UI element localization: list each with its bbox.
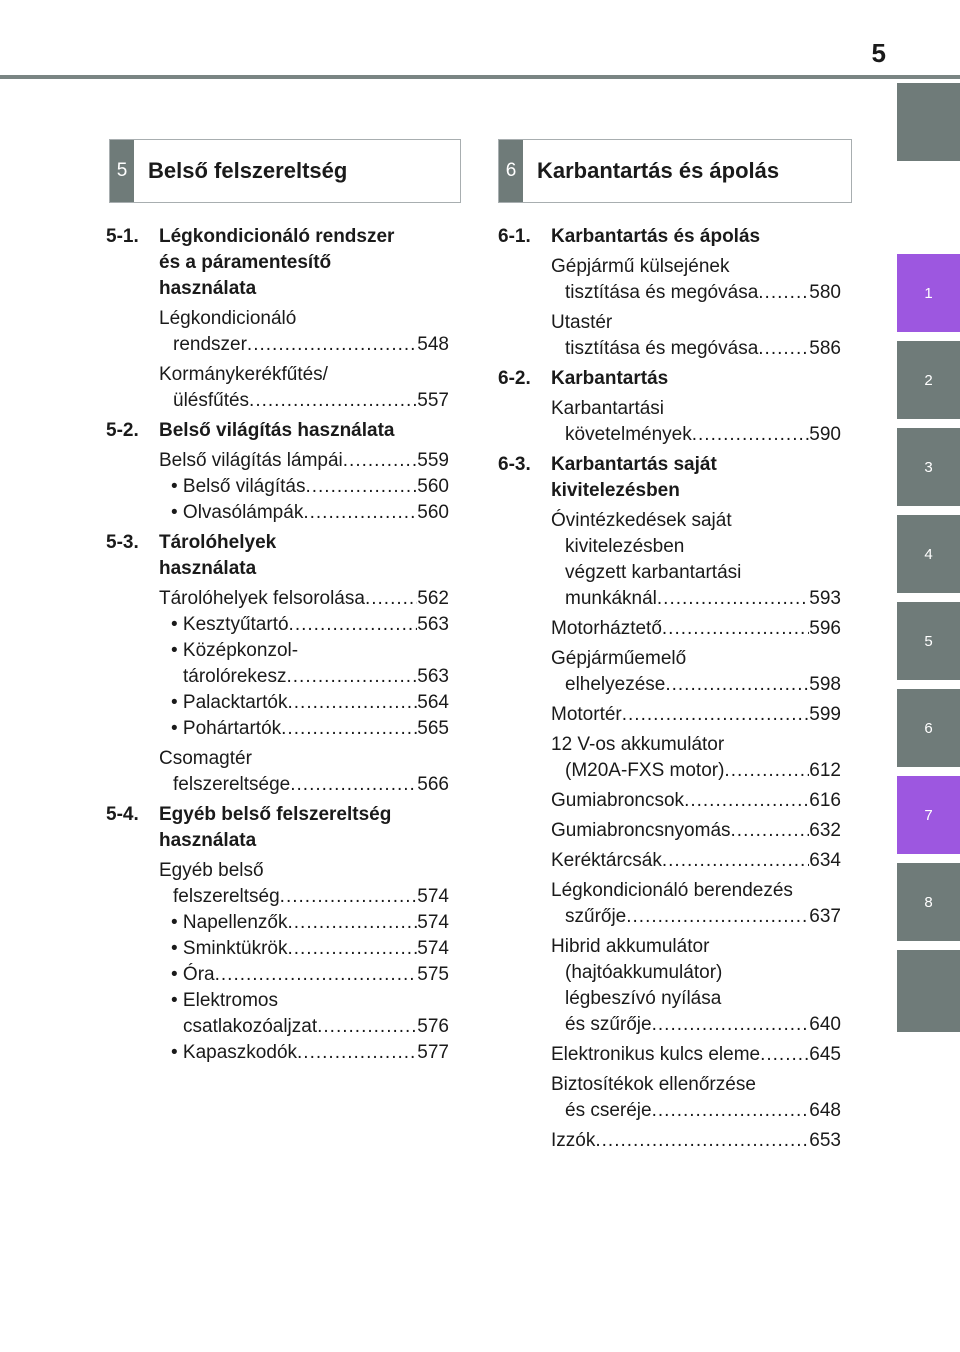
page-ref: 564 <box>417 692 449 713</box>
subsection-number: 5-4. <box>106 804 139 825</box>
chapter-tab-5[interactable] <box>897 602 960 680</box>
entry-text: Utastér <box>551 312 613 333</box>
section-title: Karbantartás és ápolás <box>537 158 780 183</box>
subsection-number: 6-3. <box>498 454 531 475</box>
subsection-title: használata <box>159 278 257 299</box>
entry-text: felszereltsége <box>173 774 291 795</box>
page-ref: 565 <box>417 718 449 739</box>
page-number: 5 <box>871 38 886 68</box>
dot-leader <box>289 612 418 638</box>
entry-text: Egyéb belső <box>159 860 264 881</box>
section-number: 5 <box>110 140 134 202</box>
toc-entry[interactable] <box>551 396 841 448</box>
toc-entry[interactable] <box>551 702 841 728</box>
chapter-tab-label: 3 <box>924 458 933 476</box>
entry-text: légbeszívó nyílása <box>565 988 722 1009</box>
toc-entry[interactable] <box>551 788 841 814</box>
section-title: Belső felszereltség <box>148 158 348 183</box>
dot-leader <box>247 332 417 358</box>
entry-text: ülésfűtés <box>173 390 250 411</box>
dot-leader <box>280 884 418 910</box>
entry-text: tisztítása és megóvása <box>565 282 759 303</box>
toc-entry[interactable] <box>551 310 841 362</box>
toc-entry[interactable] <box>551 934 841 1038</box>
top-rule <box>0 75 960 79</box>
chapter-tab-4[interactable] <box>897 515 960 593</box>
dot-leader <box>758 336 809 362</box>
toc-entry[interactable] <box>551 732 841 784</box>
entry-text: Gépjárműemelő <box>551 648 687 669</box>
subsection-title: Légkondicionáló rendszer <box>159 226 395 247</box>
toc-bullet-entry[interactable]: • Kapaszkodók ..... 577 <box>159 1040 449 1066</box>
subsection-title: és a páramentesítő <box>159 252 332 273</box>
toc-subsection-5-3[interactable] <box>106 530 449 582</box>
chapter-tab-blank-bottom[interactable] <box>897 950 960 1032</box>
toc-entry[interactable] <box>551 818 841 844</box>
dot-leader <box>365 586 417 612</box>
entry-text: Izzók <box>551 1130 596 1151</box>
chapter-tab-label: 8 <box>924 893 933 911</box>
page-ref: 574 <box>417 886 449 907</box>
entry-text: munkáknál <box>565 588 657 609</box>
page-ref: 559 <box>417 450 449 471</box>
chapter-tab-3[interactable] <box>897 428 960 506</box>
page-ref: 640 <box>809 1014 841 1035</box>
toc-subsection-5-4[interactable] <box>106 802 449 854</box>
dot-leader <box>760 1042 809 1068</box>
entry-text: Motortér <box>551 704 622 725</box>
dot-leader <box>287 936 417 962</box>
chapter-tab-1[interactable] <box>897 254 960 332</box>
page-ref: 557 <box>417 390 449 411</box>
toc-bullet-entry[interactable]: • Elektromos csatlakozóaljzat ..... 576 <box>159 988 449 1040</box>
chapter-tab-8[interactable] <box>897 863 960 941</box>
subsection-number: 5-1. <box>106 226 139 247</box>
dot-leader <box>652 1098 810 1124</box>
entry-text: Légkondicionáló berendezés <box>551 880 793 901</box>
page-ref: 562 <box>417 588 449 609</box>
toc-subsection-6-1[interactable] <box>498 224 841 250</box>
page-ref: 616 <box>809 790 841 811</box>
page-ref: 612 <box>809 760 841 781</box>
page-ref: 566 <box>417 774 449 795</box>
chapter-tab-label: 7 <box>924 806 933 824</box>
chapter-tab-label: 6 <box>924 719 933 737</box>
toc-bullet-entry[interactable]: • Pohártartók ..... 565 <box>159 716 449 742</box>
entry-text: és cseréje <box>565 1100 652 1121</box>
dot-leader <box>652 1012 810 1038</box>
chapter-tab-label: 1 <box>924 284 933 302</box>
toc-column-right <box>498 224 841 1158</box>
subsection-title: használata <box>159 558 257 579</box>
entry-text: Gumiabroncsnyomás <box>551 820 731 841</box>
toc-subsection-6-3[interactable] <box>498 452 841 504</box>
chapter-tab-2[interactable] <box>897 341 960 419</box>
toc-bullet-entry[interactable]: • Óra ..... 575 <box>159 962 449 988</box>
subsection-number: 6-2. <box>498 368 531 389</box>
toc-bullet-entry[interactable]: • Kesztyűtartó ..... 563 <box>159 612 449 638</box>
entry-text: Hibrid akkumulátor <box>551 936 710 957</box>
toc-entry[interactable] <box>159 362 449 414</box>
dot-leader <box>595 1128 809 1154</box>
entry-text: rendszer <box>173 334 247 355</box>
entry-text: Karbantartási <box>551 398 665 419</box>
chapter-tab-label: 5 <box>924 632 933 650</box>
toc-entry[interactable] <box>159 586 449 742</box>
toc-entry[interactable] <box>551 878 841 930</box>
page-ref: 645 <box>809 1044 841 1065</box>
toc-entry[interactable] <box>551 508 841 612</box>
entry-text: Óvintézkedések saját <box>551 510 732 531</box>
page-ref: 586 <box>809 338 841 359</box>
subsection-title: Tárolóhelyek <box>159 532 277 553</box>
page-ref: 576 <box>417 1016 449 1037</box>
toc-subsection-5-1[interactable] <box>106 224 449 302</box>
toc-entry[interactable] <box>551 1072 841 1124</box>
page-ref: 563 <box>417 666 449 687</box>
dot-leader <box>622 702 810 728</box>
toc-bullet-entry[interactable]: • Olvasólámpák ..... 560 <box>159 500 449 526</box>
page-ref: 637 <box>809 906 841 927</box>
dot-leader <box>297 1040 417 1066</box>
toc-entry[interactable] <box>551 646 841 698</box>
entry-text: kivitelezésben <box>565 536 685 557</box>
subsection-title: Karbantartás <box>551 368 669 389</box>
dot-leader <box>662 848 809 874</box>
chapter-tab-7[interactable] <box>897 776 960 854</box>
subsection-title: Karbantartás és ápolás <box>551 226 761 247</box>
section-header-5 <box>109 139 461 203</box>
entry-text: Gépjármű külsejének <box>551 256 730 277</box>
dot-leader <box>665 672 809 698</box>
dot-leader <box>317 1014 417 1040</box>
entry-text: szűrője <box>565 906 627 927</box>
toc-entry[interactable] <box>159 306 449 358</box>
entry-text: 12 V-os akkumulátor <box>551 734 725 755</box>
dot-leader <box>215 962 418 988</box>
entry-text: végzett karbantartási <box>565 562 742 583</box>
toc-subsection-5-2[interactable] <box>106 418 449 444</box>
dot-leader <box>290 772 417 798</box>
page-ref: 590 <box>809 424 841 445</box>
toc-bullet-entry[interactable]: • Napellenzők ..... 574 <box>159 910 449 936</box>
entry-text: elhelyezése <box>565 674 666 695</box>
entry-text: felszereltség <box>173 886 280 907</box>
dot-leader <box>249 388 417 414</box>
entry-text: Tárolóhelyek felsorolása <box>159 588 365 609</box>
dot-leader <box>657 586 809 612</box>
toc-entry[interactable] <box>551 1042 841 1068</box>
entry-text: Gumiabroncsok <box>551 790 685 811</box>
subsection-title: Egyéb belső felszereltség <box>159 804 392 825</box>
entry-text: (hajtóakkumulátor) <box>565 962 723 983</box>
entry-text: Légkondicionáló <box>159 308 297 329</box>
subsection-number: 5-2. <box>106 420 139 441</box>
page-ref: 577 <box>417 1042 449 1063</box>
section-header-6 <box>498 139 852 203</box>
toc-entry[interactable] <box>551 848 841 874</box>
entry-text: és szűrője <box>565 1014 652 1035</box>
toc-entry[interactable] <box>551 616 841 642</box>
entry-text: Belső világítás lámpái <box>159 450 343 471</box>
dot-leader <box>287 664 418 690</box>
page-ref: 575 <box>417 964 449 985</box>
toc-bullet-entry[interactable]: • Középkonzol- tárolórekesz ..... 563 <box>159 638 449 690</box>
toc-bullet-entry[interactable]: • Belső világítás ..... 560 <box>159 474 449 500</box>
page-ref: 632 <box>809 820 841 841</box>
toc-entry[interactable] <box>551 1128 841 1154</box>
dot-leader <box>692 422 810 448</box>
page-ref: 598 <box>809 674 841 695</box>
section-number: 6 <box>499 140 523 202</box>
dot-leader <box>662 616 809 642</box>
page-ref: 599 <box>809 704 841 725</box>
page-ref: 574 <box>417 938 449 959</box>
entry-text: követelmények <box>565 424 692 445</box>
page-ref: 548 <box>417 334 449 355</box>
toc-entry[interactable] <box>159 448 449 526</box>
entry-text: Motorháztető <box>551 618 662 639</box>
dot-leader <box>731 818 810 844</box>
subsection-number: 6-1. <box>498 226 531 247</box>
entry-text: Csomagtér <box>159 748 252 769</box>
entry-text: Biztosítékok ellenőrzése <box>551 1074 756 1095</box>
subsection-title: kivitelezésben <box>551 480 680 501</box>
entry-text: Keréktárcsák <box>551 850 662 871</box>
dot-leader <box>626 904 809 930</box>
toc-entry[interactable] <box>551 254 841 306</box>
page-ref: 593 <box>809 588 841 609</box>
dot-leader <box>724 758 809 784</box>
dot-leader <box>287 690 417 716</box>
page-ref: 648 <box>809 1100 841 1121</box>
subsection-title: Belső világítás használata <box>159 420 395 441</box>
page-ref: 653 <box>809 1130 841 1151</box>
page-ref: 560 <box>417 502 449 523</box>
toc-column-left <box>106 224 449 1070</box>
dot-leader <box>288 910 418 936</box>
page-ref: 560 <box>417 476 449 497</box>
dot-leader <box>684 788 809 814</box>
page-ref: 596 <box>809 618 841 639</box>
entry-text: Elektronikus kulcs eleme <box>551 1044 761 1065</box>
subsection-title: használata <box>159 830 257 851</box>
toc-subsection-6-2[interactable] <box>498 366 841 392</box>
chapter-tab-blank-top[interactable] <box>897 83 960 161</box>
chapter-tab-label: 2 <box>924 371 933 389</box>
page-ref: 563 <box>417 614 449 635</box>
dot-leader <box>305 474 417 500</box>
toc-bullet-entry[interactable]: • Palacktartók ..... 564 <box>159 690 449 716</box>
entry-text: tisztítása és megóvása <box>565 338 759 359</box>
dot-leader <box>758 280 809 306</box>
page-ref: 580 <box>809 282 841 303</box>
toc-bullet-entry[interactable]: • Sminktükrök ..... 574 <box>159 936 449 962</box>
subsection-number: 5-3. <box>106 532 139 553</box>
chapter-tab-label: 4 <box>924 545 933 563</box>
page-ref: 574 <box>417 912 449 933</box>
entry-text: (M20A-FXS motor) <box>565 760 725 781</box>
toc-entry[interactable] <box>159 858 449 1066</box>
chapter-tab-6[interactable] <box>897 689 960 767</box>
toc-entry[interactable] <box>159 746 449 798</box>
entry-text: Kormánykerékfűtés/ <box>159 364 328 385</box>
dot-leader <box>281 716 417 742</box>
subsection-title: Karbantartás saját <box>551 454 717 475</box>
dot-leader <box>343 448 418 474</box>
dot-leader <box>303 500 417 526</box>
page-ref: 634 <box>809 850 841 871</box>
